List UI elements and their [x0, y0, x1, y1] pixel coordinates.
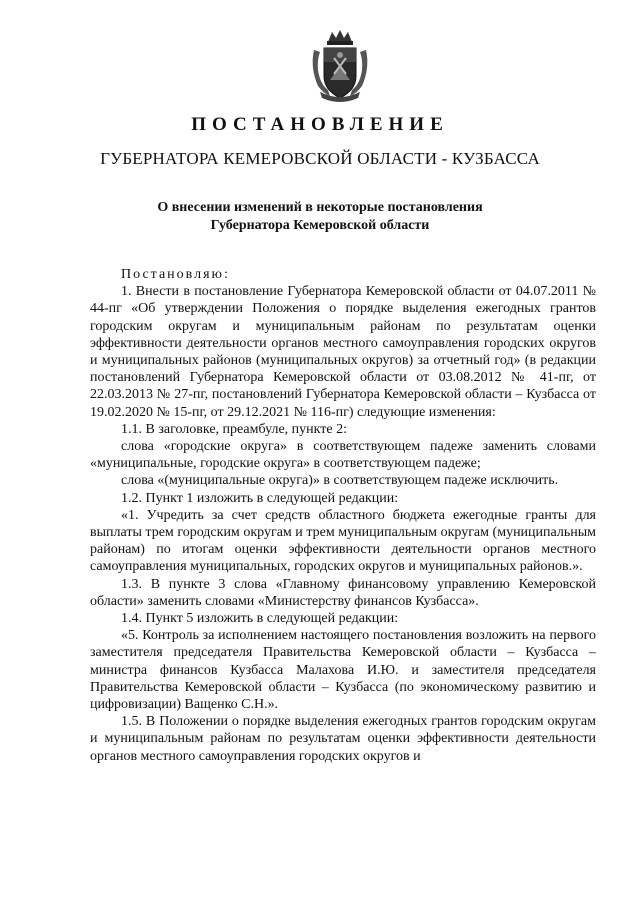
paragraph-1-3: 1.3. В пункте 3 слова «Главному финансовому управлению Кемеровской области» заменить словами «Министерству финансов Кузбасса».	[90, 576, 596, 609]
document-type-title: ПОСТАНОВЛЕНИЕ	[191, 114, 449, 135]
paragraph-1-1-b: слова «(муниципальные округа)» в соответствующем падеже исключить.	[121, 473, 559, 489]
paragraph-1-4-text: «5. Контроль за исполнением настоящего постановления возложить на первого заместителя председателя Правительства Кемеровской области – Кузбасса – министра финансов Кузбасса Малахова И.Ю. и заместителя председателя Правительства Кемеровской области – Кузбасса (по экономическому развитию и цифровизации) Ващенко С.Н.».	[90, 628, 596, 713]
subject-line-1: О внесении изменений в некоторые постановления	[157, 200, 483, 215]
paragraph-1-5: 1.5. В Положении о порядке выделения ежегодных грантов городским округам и муниципальным районам по результатам оценки эффективности деятельности органов местного самоуправления городских округов и	[90, 714, 596, 764]
paragraph-1-1: 1.1. В заголовке, преамбуле, пункте 2:	[121, 421, 348, 437]
document-body	[90, 266, 596, 765]
paragraph-1-1-a: слова «городские округа» в соответствующем падеже заменить словами «муниципальные, городские округа» в соответствующем падеже;	[90, 439, 596, 472]
paragraph-1: 1. Внести в постановление Губернатора Кемеровской области от 04.07.2011 № 44-пг «Об утверждении Положения о порядке выделения ежегодных грантов городским округам и муниципальным районам по результатам оценки эффективности деятельности органов местного самоуправления городских округов и муниципальных районов (муниципальных округов) за отчетный год» (в редакции постановлений Губернатора Кемеровской области от 03.08.2012 № 41-пг, от 22.03.2013 № 27-пг, постановлений Губернатора Кемеровской области – Кузбасса от 19.02.2020 № 15-пг, от 29.12.2021 № 116-пг) следующие изменения:	[90, 284, 596, 420]
issuer-title: ГУБЕРНАТОРА КЕМЕРОВСКОЙ ОБЛАСТИ - КУЗБАССА	[100, 149, 540, 168]
paragraph-1-2: 1.2. Пункт 1 изложить в следующей редакции:	[121, 490, 399, 506]
document-subject	[90, 199, 550, 235]
lead-text: Постановляю:	[121, 267, 230, 282]
subject-line-2: Губернатора Кемеровской области	[210, 218, 430, 233]
coat-of-arms-icon	[308, 28, 372, 102]
paragraph-1-4: 1.4. Пункт 5 изложить в следующей редакции:	[121, 611, 399, 627]
paragraph-1-2-text: «1. Учредить за счет средств областного бюджета ежегодные гранты для выплаты трем городским округам и трем муниципальным округам (муниципальным районам) по итогам оценки эффективности деятельности органов местного самоуправления муниципальных, городских округов и муниципальных районов.».	[90, 507, 596, 575]
